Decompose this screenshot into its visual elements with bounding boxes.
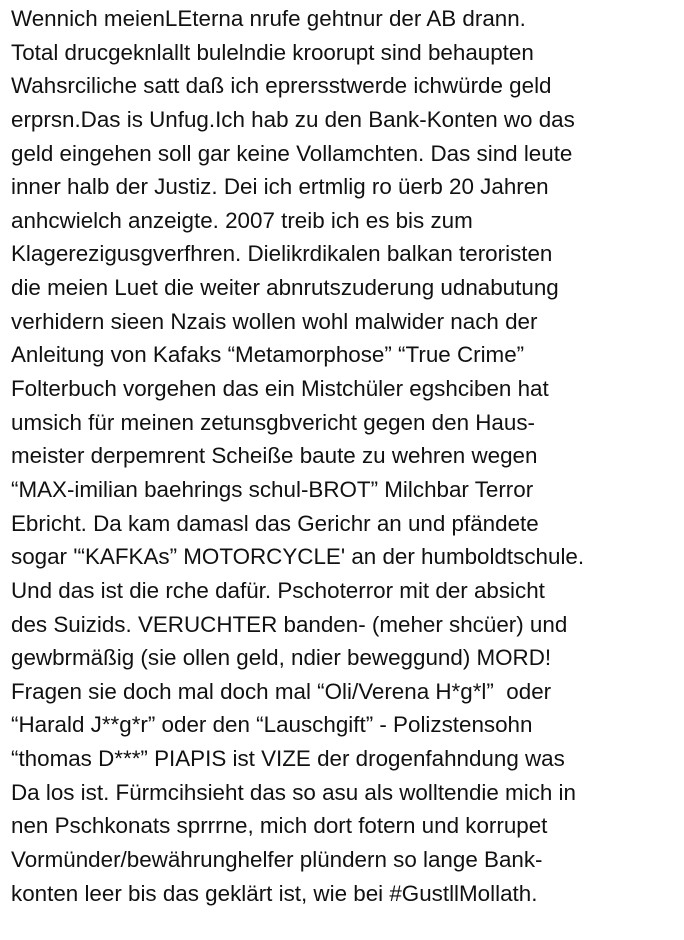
- text-line-4: erprsn.Das is Unfug.Ich hab zu den Bank-Konten wo das: [11, 106, 575, 132]
- text-line-8: Klagerezigusgverfhren. Dielikrdikalen balkan teroristen: [11, 241, 553, 267]
- text-line-15: “MAX-imilian baehrings schul-BROT” Milchbar Terror: [11, 476, 534, 502]
- text-line-21: Fragen sie doch mal doch mal “Oli/Verena H*g*l” oder: [11, 678, 552, 704]
- text-line-25: nen Pschkonats sprrrne, mich dort fotern und korrupet: [11, 813, 548, 839]
- text-line-16: Ebricht. Da kam damasl das Gerichr an und pfändete: [11, 510, 539, 536]
- text-line-1: Wennich meienLEterna nrufe gehtnur der AB drann.: [11, 6, 526, 31]
- text-line-17: sogar '“KAFKAs” MOTORCYCLE' an der humboldtschule.: [11, 544, 585, 570]
- text-line-18: Und das ist die rche dafür. Pschoterror mit der absicht: [11, 577, 545, 603]
- text-line-10: verhidern sieen Nzais wollen wohl malwider nach der: [11, 308, 538, 334]
- document-text: [11, 2, 681, 910]
- text-line-11: Anleitung von Kafaks “Metamorphose” “True Crime”: [11, 342, 525, 368]
- text-line-5: geld eingehen soll gar keine Vollamchten. Das sind leute: [11, 140, 573, 166]
- text-line-12: Folterbuch vorgehen das ein Mistchüler egshciben hat: [11, 376, 549, 402]
- text-line-14: meister derpemrent Scheiße baute zu wehren wegen: [11, 443, 538, 469]
- text-line-24: Da los ist. Fürmcihsieht das so asu als wolltendie mich in: [11, 779, 576, 805]
- text-line-3: Wahsrciliche satt daß ich eprersstwerde ichwürde geld: [11, 73, 552, 99]
- text-line-9: die meien Luet die weiter abnrutszuderung udnabutung: [11, 275, 559, 301]
- text-line-6: inner halb der Justiz. Dei ich ertmlig ro üerb 20 Jahren: [11, 174, 549, 200]
- text-line-19: des Suizids. VERUCHTER banden- (meher shcüer) und: [11, 611, 568, 637]
- text-line-26: Vormünder/bewährunghelfer plündern so lange Bank-: [11, 847, 543, 873]
- text-line-7: anhcwielch anzeigte. 2007 treib ich es bis zum: [11, 207, 473, 233]
- text-line-23: “thomas D***” PIAPIS ist VIZE der drogenfahndung was: [11, 746, 565, 772]
- text-line-13: umsich für meinen zetunsgbvericht gegen den Haus-: [11, 409, 535, 435]
- text-line-20: gewbrmäßig (sie ollen geld, ndier beweggund) MORD!: [11, 645, 552, 671]
- text-line-2: Total drucgeknlallt bulelndie kroorupt sind behaupten: [11, 39, 534, 65]
- text-line-22: “Harald J**g*r” oder den “Lauschgift” - Polizstensohn: [11, 712, 533, 738]
- text-line-27: konten leer bis das geklärt ist, wie bei #GustllMollath.: [11, 880, 538, 906]
